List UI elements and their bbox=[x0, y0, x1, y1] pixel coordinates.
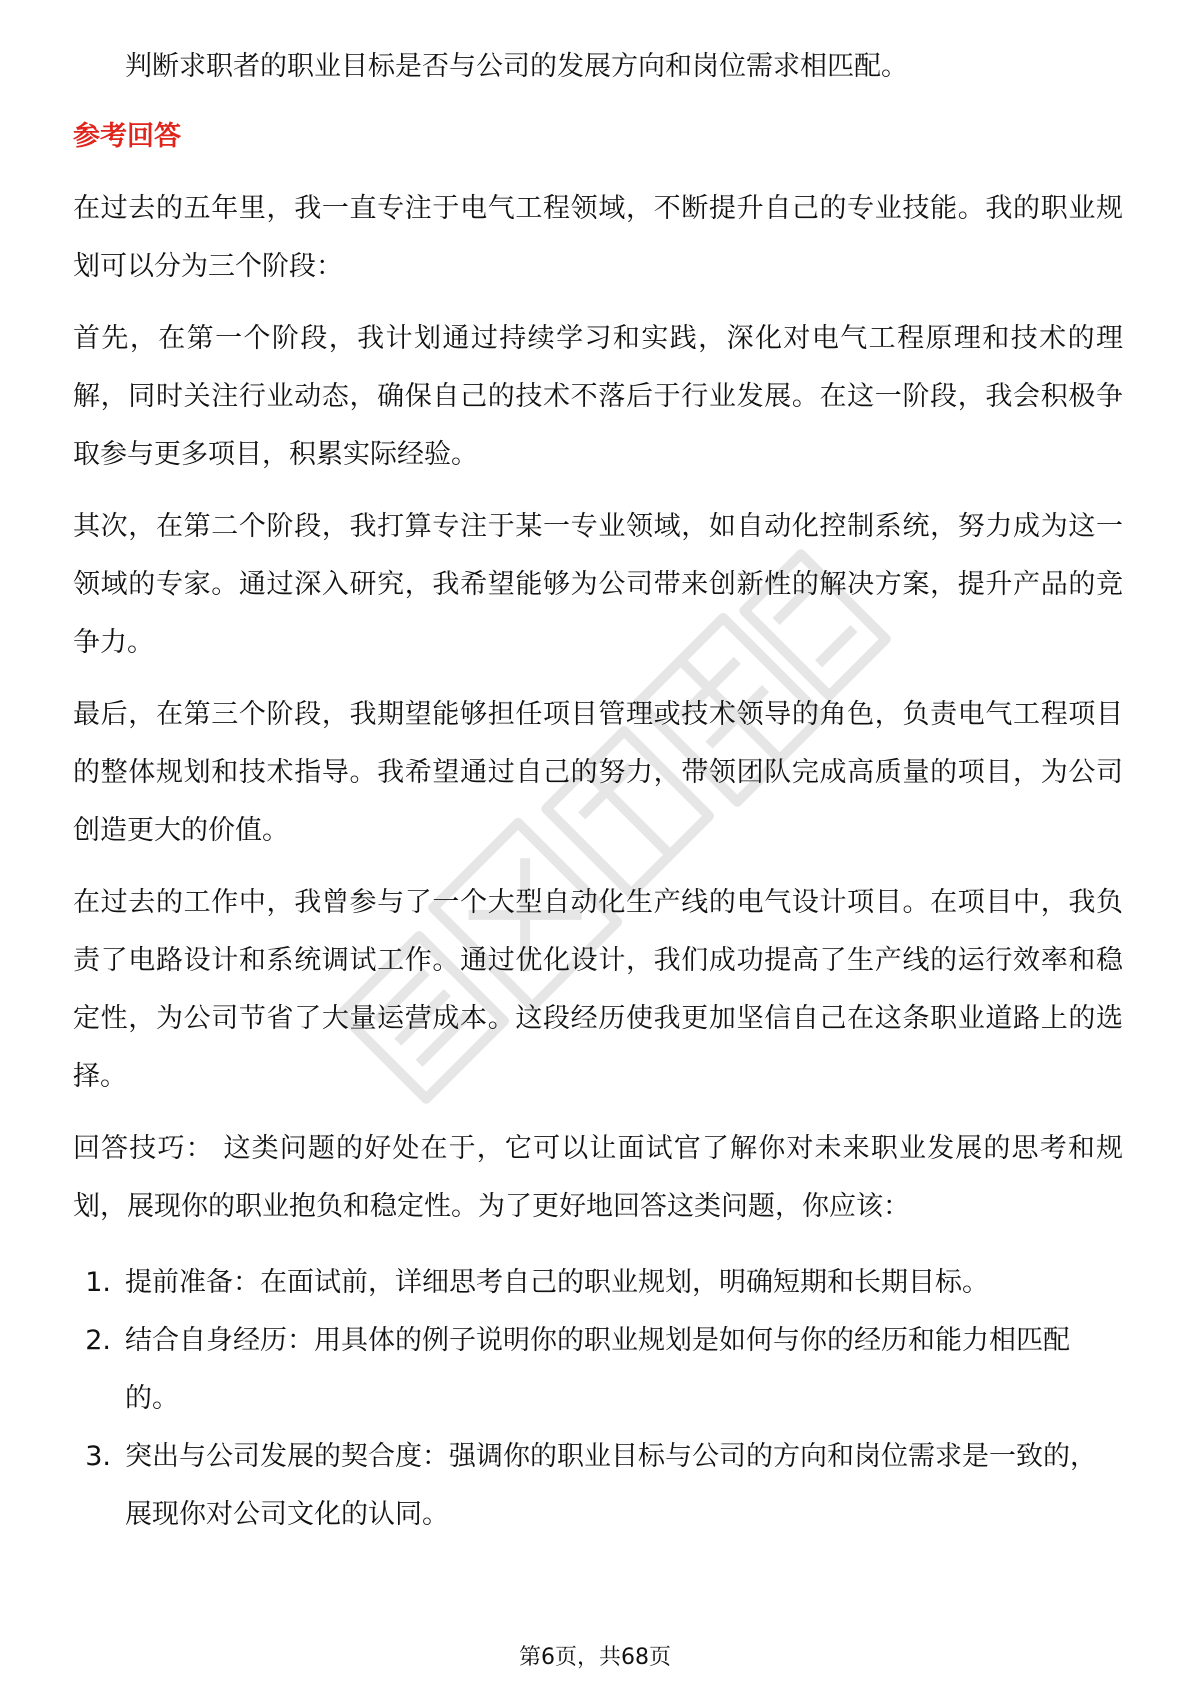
tips-list bbox=[73, 1254, 1123, 1544]
paragraph: 在过去的工作中，我曾参与了一个大型自动化生产线的电气设计项目。在项目中，我负责了电路设计和系统调试工作。通过优化设计，我们成功提高了生产线的运行效率和稳定性，为公司节省了大量运营成本。这段经历使我更加坚信自己在这条职业道路上的选择。 bbox=[73, 887, 1123, 1092]
page-footer: 第6页，共68页 bbox=[519, 1645, 671, 1670]
list-item bbox=[73, 1312, 1123, 1428]
section-heading: 参考回答 bbox=[73, 121, 181, 152]
list-item-text: 结合自身经历：用具体的例子说明你的职业规划是如何与你的经历和能力相匹配的。 bbox=[125, 1325, 1070, 1414]
list-item-text: 提前准备：在面试前，详细思考自己的职业规划，明确短期和长期目标。 bbox=[125, 1267, 989, 1298]
tips-intro-paragraph: 回答技巧： 这类问题的好处在于，它可以让面试官了解你对未来职业发展的思考和规划，展现你的职业抱负和稳定性。为了更好地回答这类问题，你应该： bbox=[73, 1133, 1123, 1222]
list-item-number: 2. bbox=[85, 1325, 111, 1356]
list-item-number: 3. bbox=[85, 1441, 111, 1472]
list-item bbox=[73, 1428, 1123, 1544]
paragraph: 最后，在第三个阶段，我期望能够担任项目管理或技术领导的角色，负责电气工程项目的整体规划和技术指导。我希望通过自己的努力，带领团队完成高质量的项目，为公司创造更大的价值。 bbox=[73, 699, 1123, 846]
paragraph: 其次，在第二个阶段，我打算专注于某一专业领域，如自动化控制系统，努力成为这一领域的专家。通过深入研究，我希望能够为公司带来创新性的解决方案，提升产品的竞争力。 bbox=[73, 511, 1123, 658]
paragraph: 首先，在第一个阶段，我计划通过持续学习和实践，深化对电气工程原理和技术的理解，同时关注行业动态，确保自己的技术不落后于行业发展。在这一阶段，我会积极争取参与更多项目，积累实际经验。 bbox=[73, 323, 1123, 470]
document-body bbox=[73, 38, 1123, 1544]
list-item-number: 1. bbox=[85, 1267, 111, 1298]
list-item-text: 突出与公司发展的契合度：强调你的职业目标与公司的方向和岗位需求是一致的，展现你对公司文化的认同。 bbox=[125, 1441, 1097, 1530]
paragraph: 在过去的五年里，我一直专注于电气工程领域，不断提升自己的专业技能。我的职业规划可以分为三个阶段： bbox=[73, 193, 1123, 282]
intro-line: 判断求职者的职业目标是否与公司的发展方向和岗位需求相匹配。 bbox=[125, 51, 908, 82]
list-item bbox=[73, 1254, 1123, 1312]
